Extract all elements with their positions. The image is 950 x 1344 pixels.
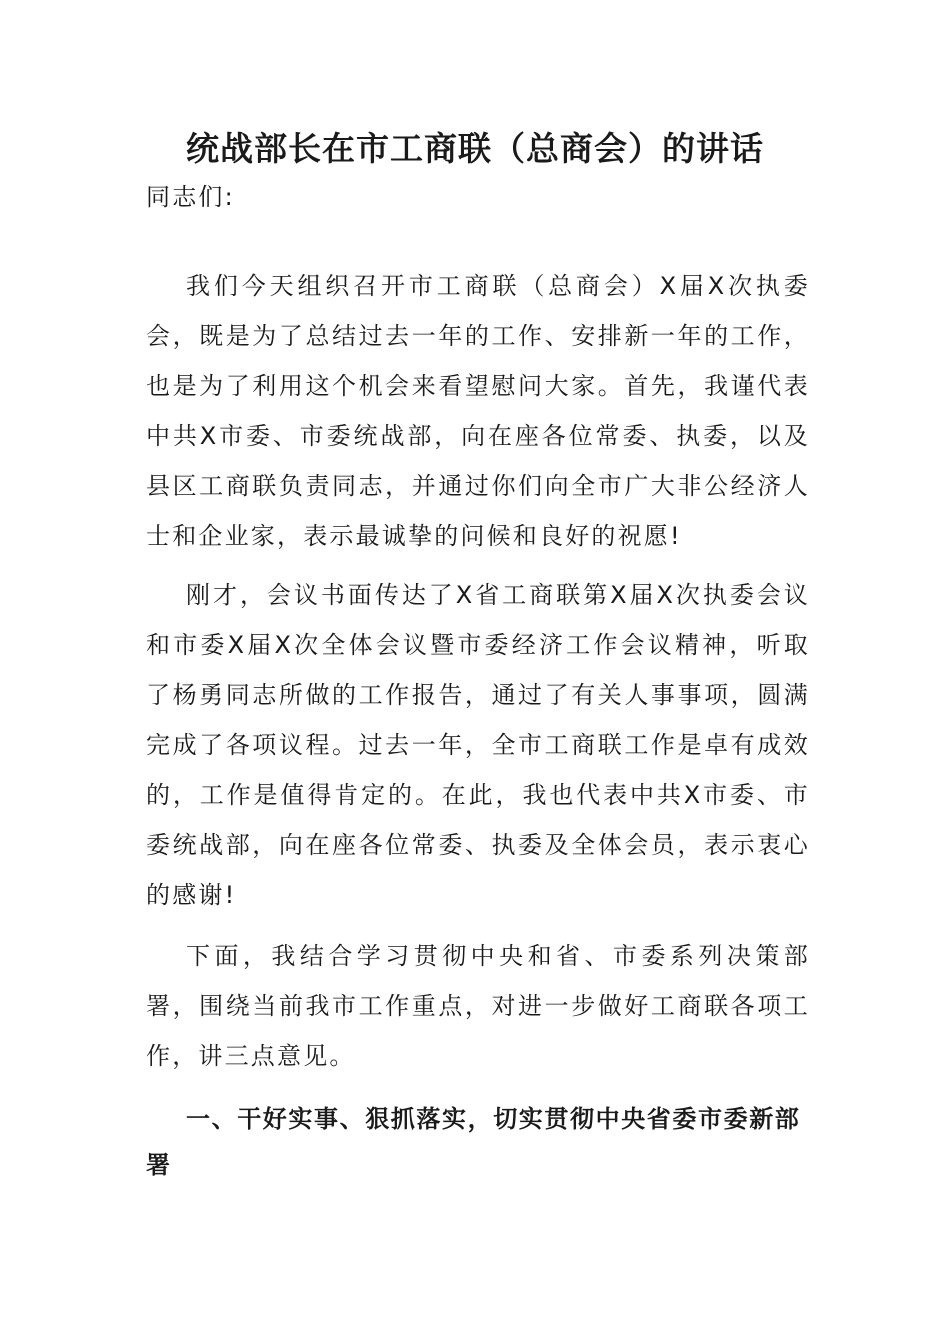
salutation: 同志们:: [146, 183, 235, 211]
document-title: 统战部长在市工商联（总商会）的讲话: [186, 129, 764, 168]
paragraph-1: 我们今天组织召开市工商联（总商会）X届X次执委会，既是为了总结过去一年的工作、安排新一年的工作，也是为了利用这个机会来看望慰问大家。首先，我谨代表中共X市委、市委统战部，向在座各位常委、执委，以及县区工商联负责同志，并通过你们向全市广大非公经济人士和企业家，表示最诚挚的问候和良好的祝愿!: [146, 272, 810, 550]
paragraph-2: 刚才，会议书面传达了X省工商联第X届X次执委会议和市委X届X次全体会议暨市委经济工作会议精神，听取了杨勇同志所做的工作报告，通过了有关人事事项，圆满完成了各项议程。过去一年，全市工商联工作是卓有成效的，工作是值得肯定的。在此，我也代表中共X市委、市委统战部，向在座各位常委、执委及全体会员，表示衷心的感谢!: [146, 581, 810, 909]
paragraph-3: 下面，我结合学习贯彻中央和省、市委系列决策部署，围绕当前我市工作重点，对进一步做好工商联各项工作，讲三点意见。: [146, 942, 810, 1070]
section-heading-1: 一、干好实事、狠抓落实，切实贯彻中央省委市委新部署: [146, 1105, 801, 1179]
